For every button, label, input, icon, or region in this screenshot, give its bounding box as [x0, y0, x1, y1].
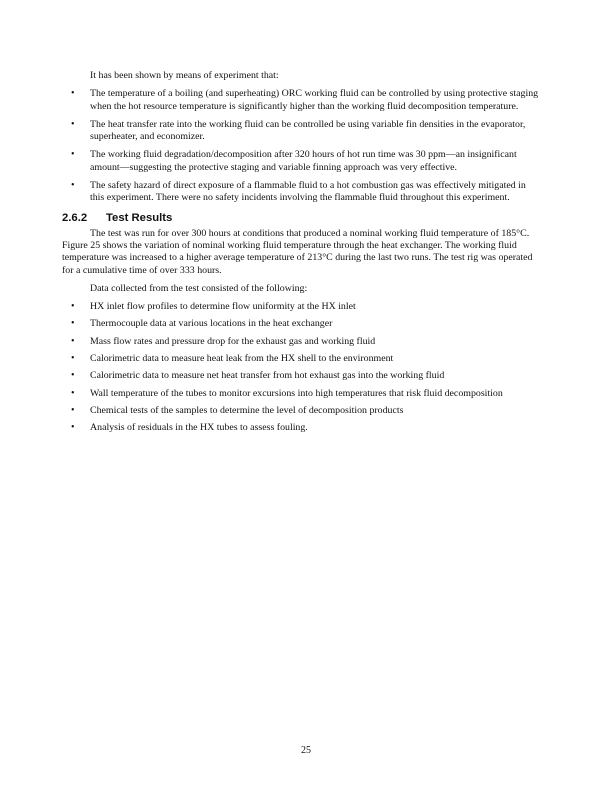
list-item-text: Analysis of residuals in the HX tubes to assess fouling.	[90, 422, 308, 434]
list-item-text: The safety hazard of direct exposure of a flammable fluid to a hot combustion gas was effectively mitigated in this experiment. There were no safety incidents involving the flammable fluid throughout this experiment.	[90, 180, 526, 204]
bullet-icon: •	[71, 353, 75, 365]
list-item-text: The heat transfer rate into the working fluid can be controlled be using variable fin densities in the evaporator, superheater, and economizer.	[90, 118, 526, 143]
list-item	[72, 149, 542, 174]
results-paragraph: The test was run for over 300 hours at conditions that produced a nominal working fluid temperature of 185°C. Figure 25 shows the variation of nominal working fluid temperature through the heat exchanger. The working fluid temperature was increased to a higher average temperature of 213°C during the last two runs. The test rig was operated for a cumulative time of over 333 hours.	[62, 227, 533, 276]
list-item	[72, 88, 542, 113]
page-number: 25	[301, 745, 311, 756]
section-heading	[62, 211, 542, 225]
list-item-text: Wall temperature of the tubes to monitor excursions into high temperatures that risk fluid decomposition	[90, 387, 503, 399]
bullet-icon: •	[71, 118, 75, 130]
data-intro-paragraph: Data collected from the test consisted of the following:	[90, 282, 308, 294]
findings-list	[72, 88, 542, 204]
bullet-icon: •	[71, 422, 75, 434]
bullet-icon: •	[71, 404, 75, 416]
section-title: Test Results	[106, 211, 173, 224]
list-item	[72, 301, 542, 313]
list-item	[72, 119, 542, 144]
list-item	[72, 318, 542, 330]
list-item	[72, 180, 542, 205]
page-content	[62, 70, 542, 440]
list-item-text: Mass flow rates and pressure drop for the exhaust gas and working fluid	[90, 335, 376, 347]
data-items-list	[72, 301, 542, 434]
list-item	[72, 422, 542, 434]
list-item-text: Calorimetric data to measure net heat transfer from hot exhaust gas into the working fluid	[90, 370, 445, 382]
list-item-text: Chemical tests of the samples to determine the level of decomposition products	[90, 404, 404, 416]
bullet-icon: •	[71, 387, 75, 399]
list-item-text: Calorimetric data to measure heat leak from the HX shell to the environment	[90, 353, 394, 365]
bullet-icon: •	[71, 370, 75, 382]
intro-paragraph: It has been shown by means of experiment that:	[90, 70, 279, 81]
bullet-icon: •	[71, 318, 75, 330]
bullet-icon: •	[71, 301, 75, 313]
list-item-text: The working fluid degradation/decomposition after 320 hours of hot run time was 30 ppm—an insignificant amount—suggesting the protective staging and variable finning approach was very effective.	[90, 149, 517, 173]
list-item	[72, 336, 542, 348]
list-item	[72, 370, 542, 382]
list-item	[72, 405, 542, 417]
bullet-icon: •	[71, 180, 75, 192]
list-item	[72, 388, 542, 400]
list-item-text: HX inlet flow profiles to determine flow uniformity at the HX inlet	[90, 301, 356, 313]
bullet-icon: •	[71, 149, 75, 161]
list-item	[72, 353, 542, 365]
bullet-icon: •	[71, 335, 75, 347]
bullet-icon: •	[71, 88, 75, 100]
list-item-text: Thermocouple data at various locations in the heat exchanger	[90, 318, 333, 330]
section-number: 2.6.2	[62, 211, 88, 224]
list-item-text: The temperature of a boiling (and superheating) ORC working fluid can be controlled by using protective staging when the hot resource temperature is significantly higher than the working fluid decomposition temperature.	[90, 88, 539, 112]
